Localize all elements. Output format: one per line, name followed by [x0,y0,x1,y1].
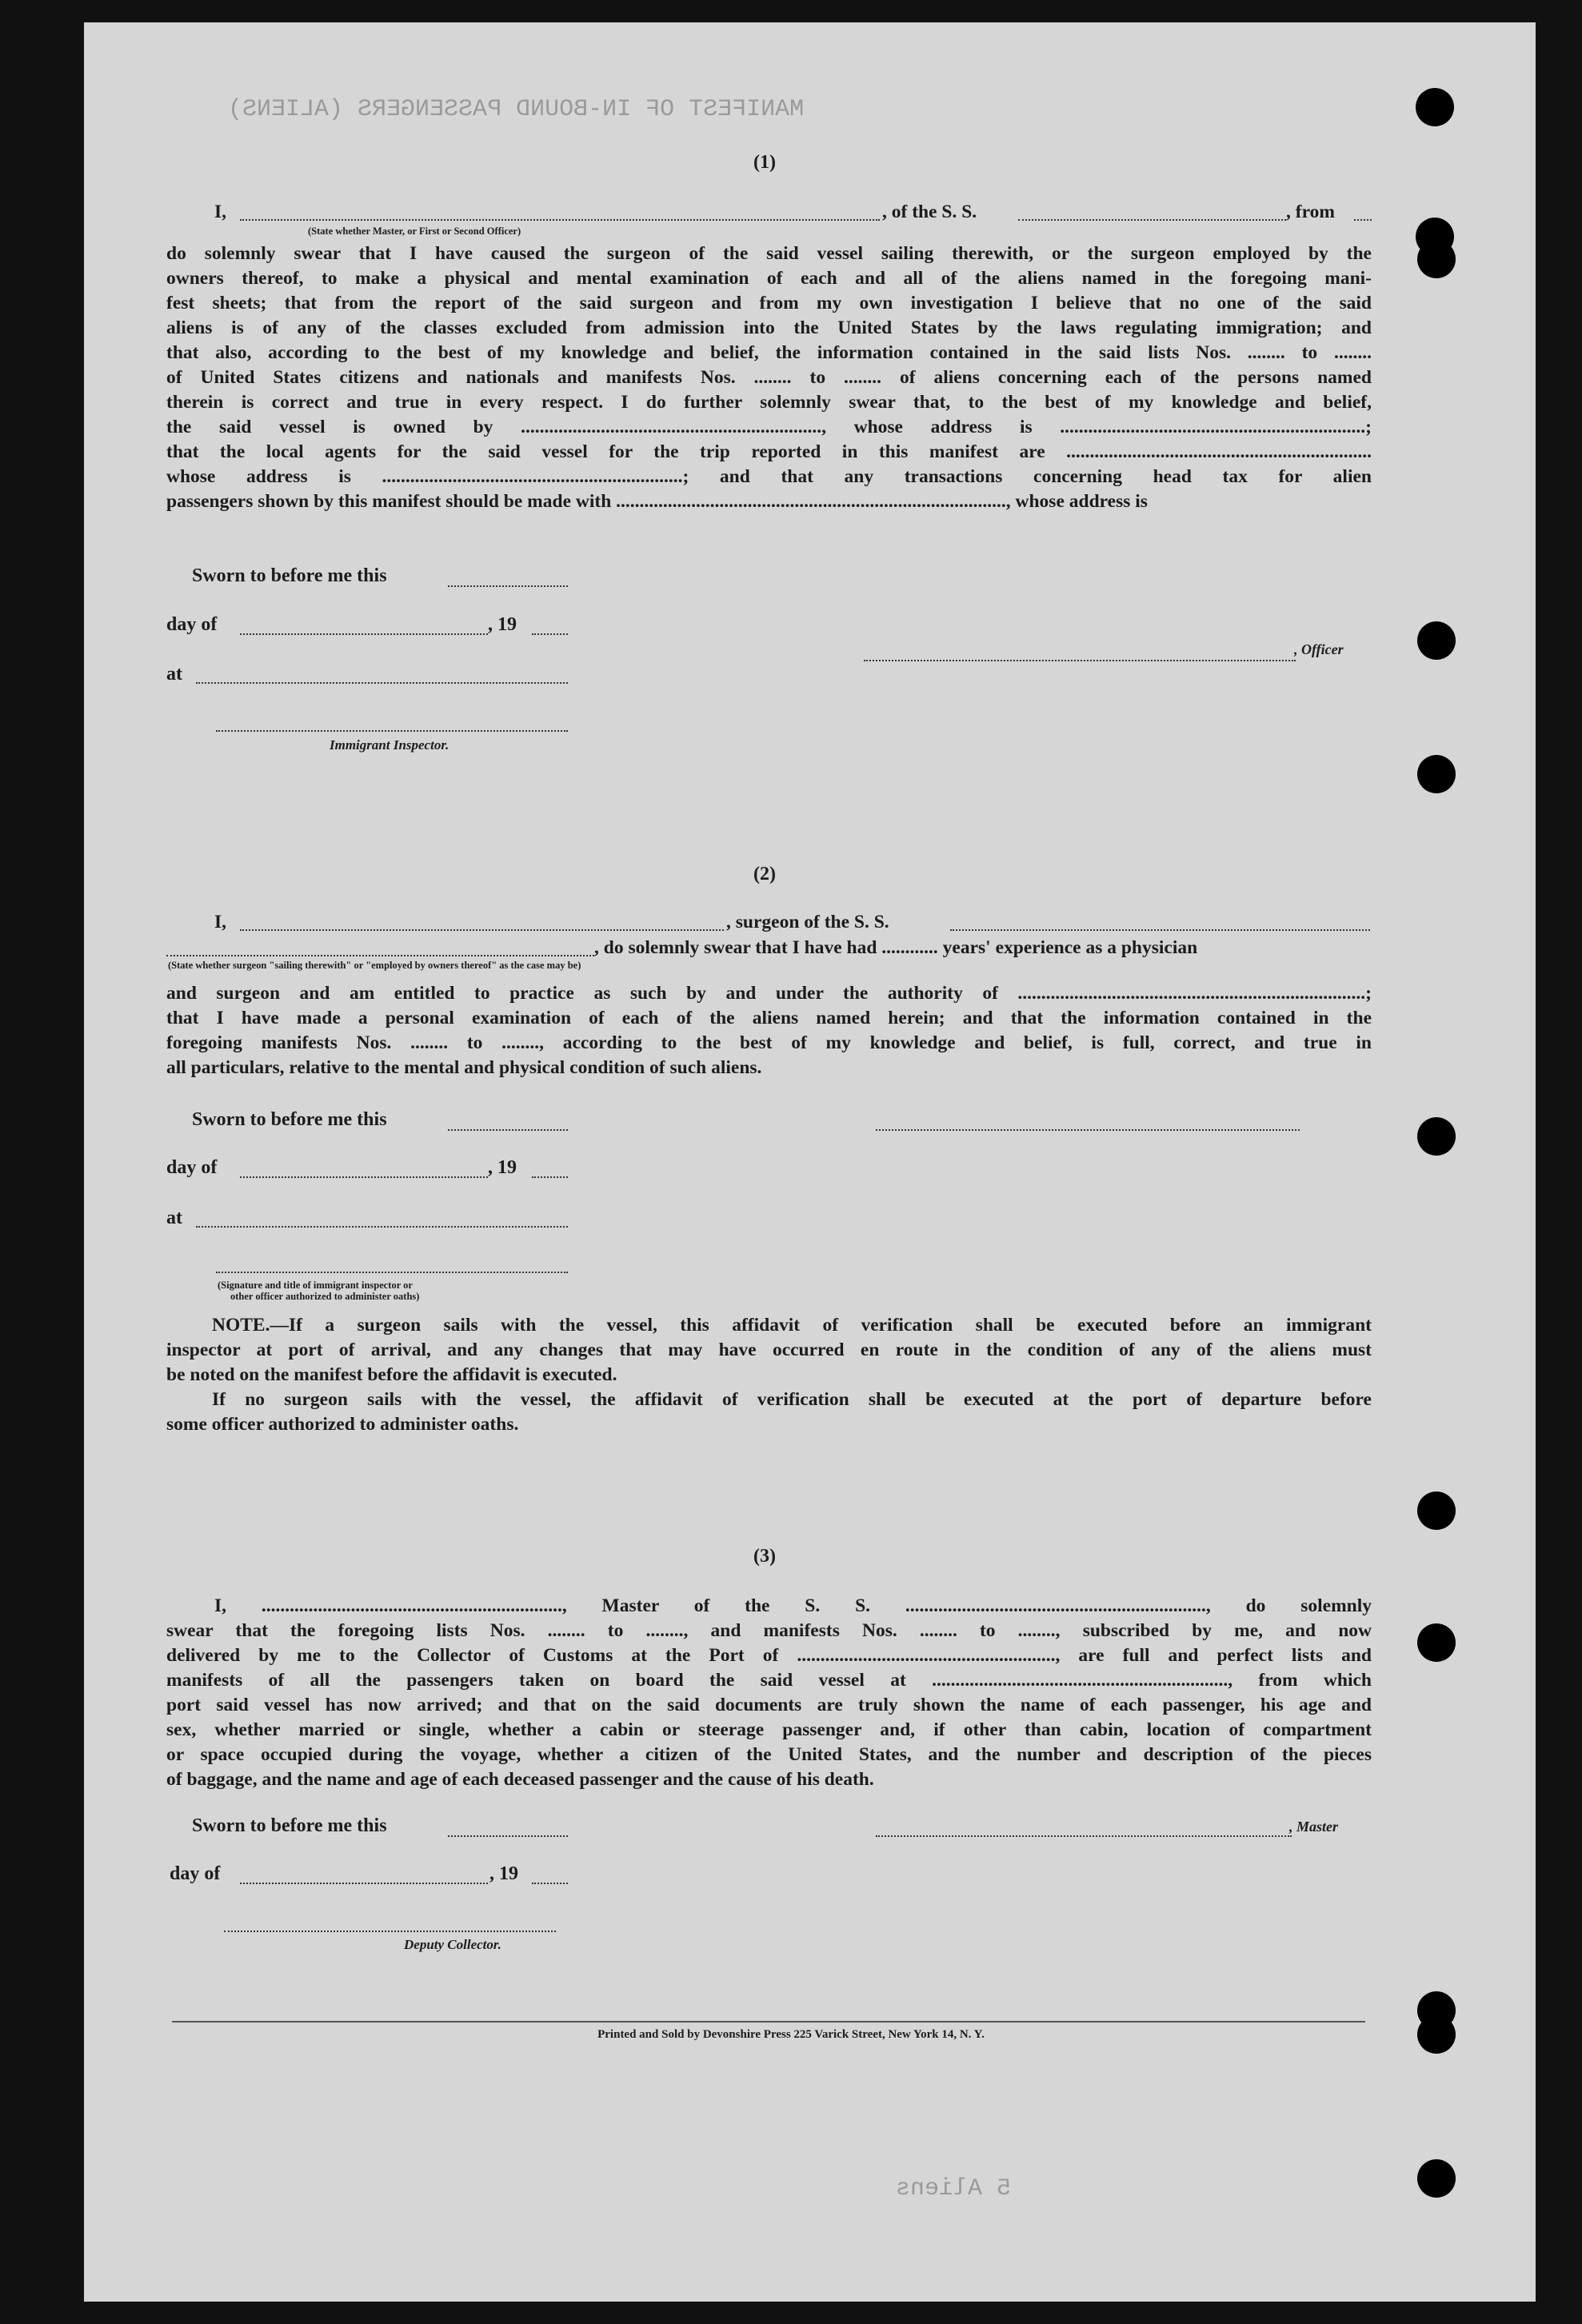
text-line: owners thereof, to make a physical and mental examination of each and all of the aliens named in the foregoing mani- [166,268,1372,289]
text-line: sex, whether married or single, whether a cabin or steerage passenger and, if other than cabin, location of compartment [166,1719,1372,1740]
bleed-through-text: MANIFEST OF IN-BOUND PASSENGERS (ALIENS) [228,96,805,123]
immigrant-inspector-label: Immigrant Inspector. [330,737,449,753]
binder-hole [1417,240,1456,278]
binder-hole [1417,1117,1456,1156]
sworn-label: Sworn to before me this [192,1109,387,1130]
text-line: of baggage, and the name and age of each deceased passenger and the cause of his death. [166,1769,874,1790]
officer-label: , Officer [1294,641,1344,657]
master-label: , Master [1289,1819,1339,1835]
day-of-label: day of [166,1157,218,1178]
text-line: port said vessel has now arrived; and that on the said documents are truly shown the name of each passenger, his age and [166,1695,1372,1715]
officer-note: (State whether Master, or First or Second Officer) [308,226,521,237]
text-line: NOTE.—If a surgeon sails with the vessel, this affidavit of verification shall be executed before an immigrant [212,1315,1372,1336]
text-line: some officer authorized to administer oaths. [166,1414,519,1435]
text-line: that I have made a personal examination of each of the aliens named herein; and that the information contained in the [166,1008,1372,1028]
day-of-label: day of [166,614,218,635]
binder-hole [1417,1491,1456,1530]
surgeon-note: (State whether surgeon "sailing therewith" or "employed by owners thereof" as the case may be) [168,960,581,971]
text-line: the said vessel is owned by ................................................................, whose address is .................................................................; [166,417,1372,437]
text-line: that also, according to the best of my knowledge and belief, the information contained in the said lists Nos. ........ to ........ [166,342,1372,363]
deputy-collector-label: Deputy Collector. [404,1937,501,1952]
text-line: fest sheets; that from the report of the said surgeon and from my own investigation I believe that no one of the said [166,293,1372,313]
text-line: delivered by me to the Collector of Customs at the Port of ......................................................., are full and perfect lists and [166,1645,1372,1666]
text-line: swear that the foregoing lists Nos. ........ to ........, and manifests Nos. ........ to ........, subscribed by me, and now [166,1620,1372,1641]
section-2-heading: (2) [753,864,776,884]
text-line: manifests of all the passengers taken on board the said vessel at ..............................................................., from which [166,1670,1372,1691]
text-line: foregoing manifests Nos. ........ to ........, according to the best of my knowledge and belief, is full, correct, and true in [166,1032,1372,1053]
binder-hole [1417,621,1456,660]
binder-hole [1416,88,1454,126]
printer-footer: Printed and Sold by Devonshire Press 225 Varick Street, New York 14, N. Y. [597,2028,985,2041]
at-label: at [166,664,182,685]
text-line: I, ................................................................, Master of the S. S. ................................................................, do solemnly [214,1595,1372,1616]
year-label: , 19 [488,614,517,635]
binder-hole [1417,755,1456,793]
binder-hole [1417,1623,1456,1662]
sworn-label: Sworn to before me this [192,1815,387,1836]
day-of-label: day of [170,1863,221,1884]
at-label: at [166,1208,182,1228]
bleed-through-text: 5 Aliens [896,2175,1012,2202]
text-line: passengers shown by this manifest should be made with ..................................................................................., whose address is [166,491,1148,512]
text-line: whose address is ................................................................; and that any transactions concerning head tax for alien [166,466,1372,487]
year-label: , 19 [488,1157,517,1178]
footer-rule [172,2021,1365,2023]
binder-hole [1417,2159,1456,2198]
text-line: do solemnly swear that I have caused the surgeon of the said vessel sailing therewith, or the surgeon employed by the [166,243,1372,264]
text-line: inspector at port of arrival, and any changes that may have occurred en route in the condition of any of the aliens must [166,1340,1372,1360]
text-line: aliens is of any of the classes excluded from admission into the United States by the laws regulating immigration; and [166,317,1372,338]
text-line: If no surgeon sails with the vessel, the affidavit of verification shall be executed at the port of departure before [212,1389,1372,1410]
text-line: and surgeon and am entitled to practice as such by and under the authority of ..........................................................................; [166,983,1372,1004]
sworn-label: Sworn to before me this [192,565,387,586]
text-line: be noted on the manifest before the affidavit is executed. [166,1364,617,1385]
text-line: of United States citizens and nationals and manifests Nos. ........ to ........ of aliens concerning each of the persons named [166,367,1372,388]
text-line: that the local agents for the said vessel for the trip reported in this manifest are ................................................................. [166,441,1372,462]
section-3-heading: (3) [753,1546,776,1567]
section-1-heading: (1) [753,152,776,173]
signature-note: (Signature and title of immigrant inspector or [218,1280,413,1291]
text-line: or space occupied during the voyage, whether a citizen of the United States, and the number and description of the pieces [166,1744,1372,1765]
text-line: therein is correct and true in every respect. I do further solemnly swear that, to the best of my knowledge and belief, [166,392,1372,413]
year-label: , 19 [489,1863,518,1884]
signature-note: other officer authorized to administer oaths) [230,1291,420,1302]
text-line: all particulars, relative to the mental and physical condition of such aliens. [166,1057,762,1078]
